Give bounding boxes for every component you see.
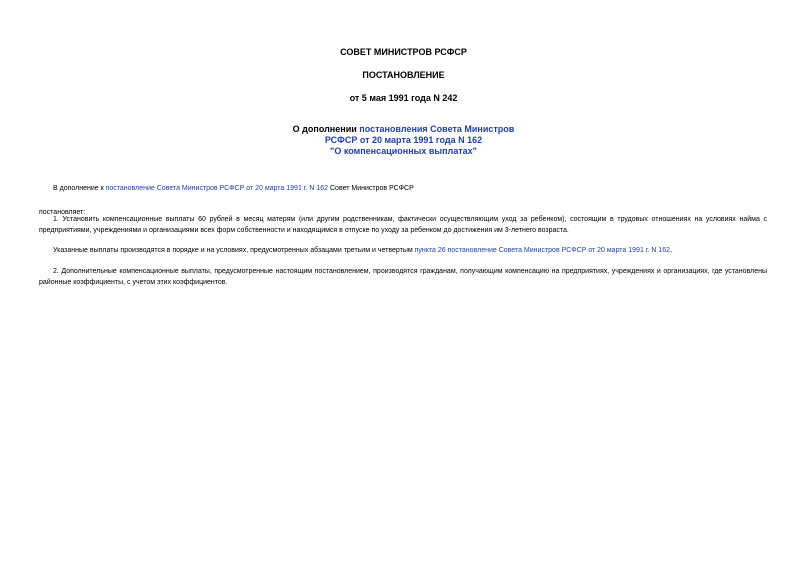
intro-suffix: Совет Министров РСФСР — [328, 185, 414, 192]
payments-link[interactable]: пункта 26 постановление Совета Министров РСФСР от 20 марта 1991 г. N 162 — [414, 247, 671, 254]
payments-suffix: . — [670, 247, 673, 254]
document-type: ПОСТАНОВЛЕНИЕ — [362, 70, 445, 80]
intro-paragraph — [39, 183, 767, 194]
title-prefix: О дополнении — [292, 124, 360, 134]
issuing-authority: СОВЕТ МИНИСТРОВ РСФСР — [340, 47, 467, 57]
title-line-1 — [0, 124, 807, 135]
title-link-part-3[interactable]: "О компенсационных выплатах" — [330, 146, 477, 156]
resolves-label: постановляет: — [39, 209, 86, 216]
title-link-part-2[interactable]: РСФСР от 20 марта 1991 года N 162 — [324, 135, 483, 145]
title-link-part-1[interactable]: постановления Совета Министров — [359, 124, 515, 134]
item-2-paragraph: 2. Дополнительные компенсационные выплаты, предусмотренные настоящим постановлением, производятся гражданам, получающим компенсацию на предприятиях, учреждениях и организациях, где установлены районные коэффициенты, с учетом этих коэффициентов. — [39, 268, 767, 286]
intro-link[interactable]: постановление Совета Министров РСФСР от 20 марта 1991 г. N 162 — [105, 185, 329, 192]
intro-prefix: В дополнение к — [53, 185, 106, 192]
payments-paragraph — [39, 245, 767, 256]
document-date-number: от 5 мая 1991 года N 242 — [349, 93, 458, 103]
item-1-paragraph: 1. Установить компенсационные выплаты 60 рублей в месяц матерям (или другим родственникам, фактически осуществляющим уход за ребенком), состоящим в трудовых отношениях на условиях найма с предприятиями, учреждениями и организациями всех форм собственности и находящимся в отпуске по уходу за ребенком до достижения им 3-летнего возраста. — [39, 216, 767, 234]
document-title — [0, 124, 807, 157]
payments-prefix: Указанные выплаты производятся в порядке и на условиях, предусмотренных абзацами третьим и четвертым — [53, 247, 415, 254]
